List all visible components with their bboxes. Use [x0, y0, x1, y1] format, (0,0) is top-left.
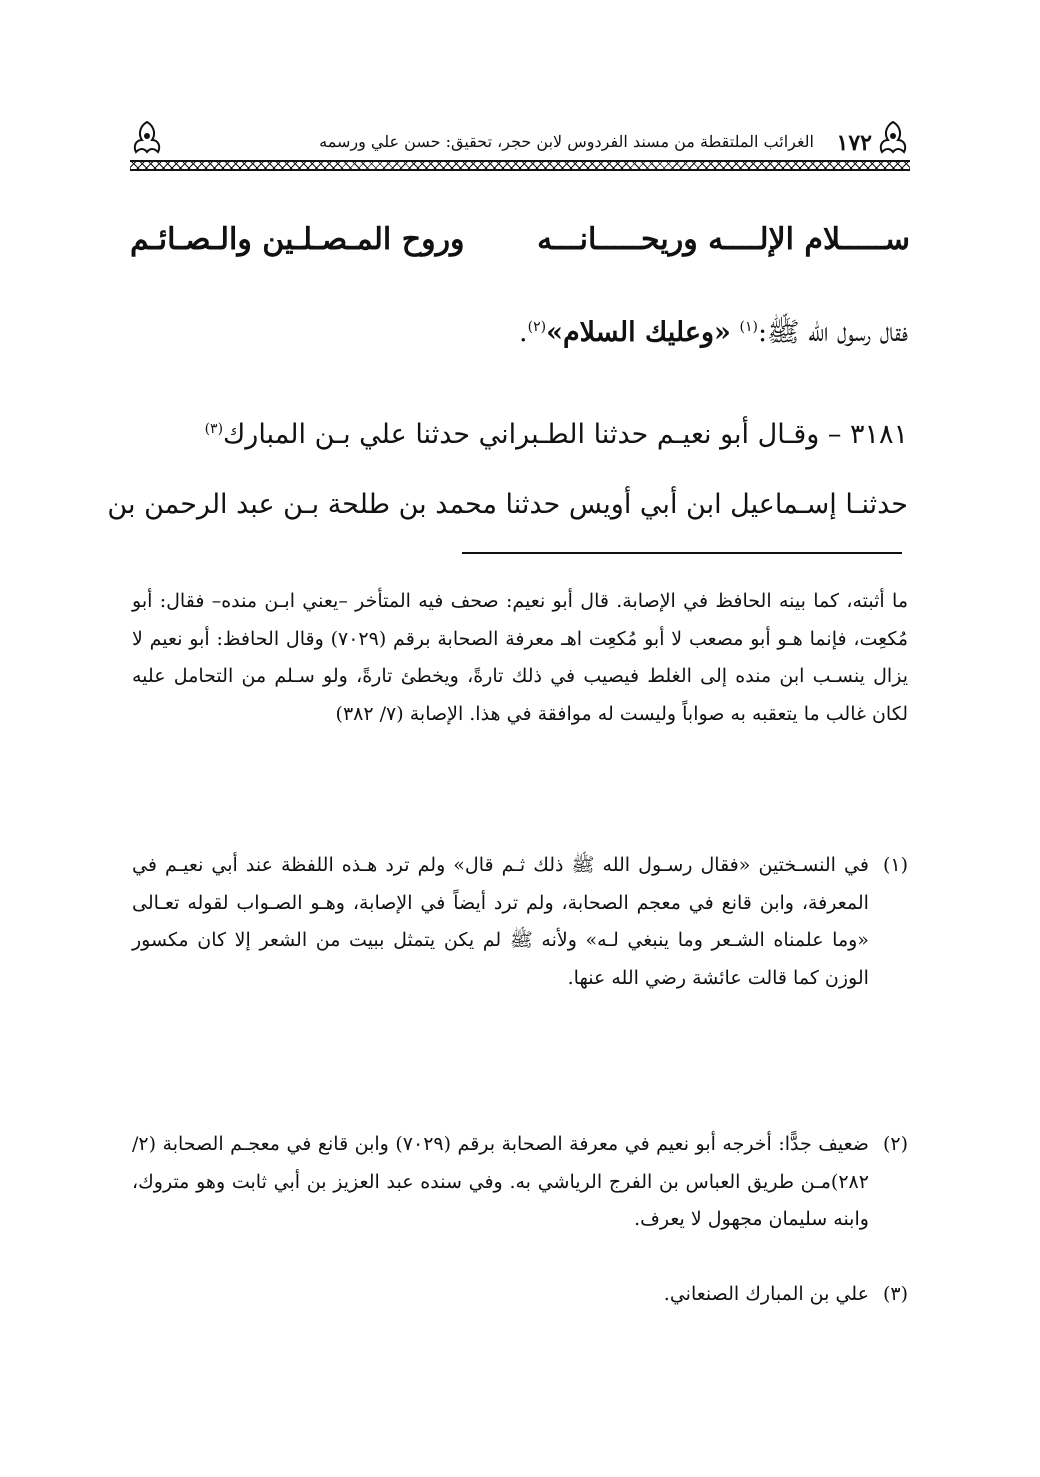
running-header [130, 118, 910, 180]
footnote-ref: (١) [739, 319, 758, 335]
footnote-1 [132, 847, 908, 997]
footnote-continuation [132, 583, 908, 733]
footnote-ref: (٢) [527, 319, 547, 335]
footnote-text: علي بن المبارك الصنعاني. [663, 1283, 869, 1305]
footnote-ref: (٣) [204, 421, 224, 437]
verse-right-hemistich: ســـــلام الإلــــه وريحـــــانـــه [537, 222, 910, 257]
body-text: ٣١٨١ – وقـال أبو نعيـم حدثنا الطـبراني حدثنا علي بـن المبارك [223, 419, 908, 450]
footnote-2 [132, 1126, 908, 1239]
footnote-divider [462, 552, 902, 554]
header-rule [130, 160, 910, 171]
hadith-line [205, 410, 908, 460]
flower-ornament-icon [876, 118, 910, 158]
running-title: الغرائب الملتقطة من مسند الفردوس لابن حجر، تحقيق: حسن علي ورسمه [319, 132, 814, 151]
bold-quote: «وعليك السلام» [546, 317, 731, 348]
footnote-number: (٣) [882, 1283, 908, 1305]
footnote-3 [132, 1276, 908, 1314]
footnote-text: في النسـختين «فقال رسـول الله ﷺ ذلك ثـم قال» ولم ترد هـذه اللفظة عند أبي نعيـم في المعرفة، وابن قانع في معجم الصحابة، ولم ترد أيضاً في الإصابة، وهـو الصـواب لقوله تعـالى «وما علمناه الشـعر وما ينبغي لـه» ولأنه ﷺ لم يكن يتمثل ببيت من الشعر إلا كان مكسور الوزن كما قالت عائشة رضي الله عنها. [132, 854, 869, 989]
flower-ornament-icon [130, 118, 164, 158]
hadith-line [107, 480, 908, 530]
footnote-number: (٢) [882, 1133, 908, 1155]
footnote-text: ضعيف جدًّا: أخرجه أبو نعيم في معرفة الصحابة برقم (٧٠٢٩) وابن قانع في معجـم الصحابة (٢/ ٢٨٢)مـن طريق العباس بن الفرج الرياشي به. وفي سنده عبد العزيز بن أبي ثابت وهو متروك، وابنه سليمان مجهول لا يعرف. [132, 1133, 869, 1230]
verse-left-hemistich: وروح المـصـلـين والـصـائـم [130, 222, 465, 257]
body-line [519, 310, 908, 356]
poem-verse [130, 214, 910, 266]
page-number: ١٧٢ [836, 130, 872, 156]
body-text: فقال رسول الله ﷺ: [757, 317, 908, 348]
footnote-text: ما أثبته، كما بينه الحافظ في الإصابة. قال أبو نعيم: صحف فيه المتأخر –يعني ابـن منده– فقال: أبو مُكعِت، فإنما هـو أبو مصعب لا أبو مُكعِت اهـ معرفة الصحابة برقم (٧٠٢٩) وقال الحافظ: أبو نعيم لا يزال ينسـب ابن منده إلى الغلط فيصيب في ذلك تارةً، ويخطئ تارةً، ولو سـلم من التحامل عليه لكان غالب ما يتعقبه به صواباً وليست له موافقة في هذا. الإصابة (٧/ ٣٨٢) [132, 590, 908, 725]
body-period: . [519, 317, 528, 348]
body-text: حدثنـا إسـماعيل ابن أبي أويس حدثنا محمد بن طلحة بـن عبد الرحمن بن [107, 489, 908, 520]
footnote-number: (١) [882, 854, 908, 876]
